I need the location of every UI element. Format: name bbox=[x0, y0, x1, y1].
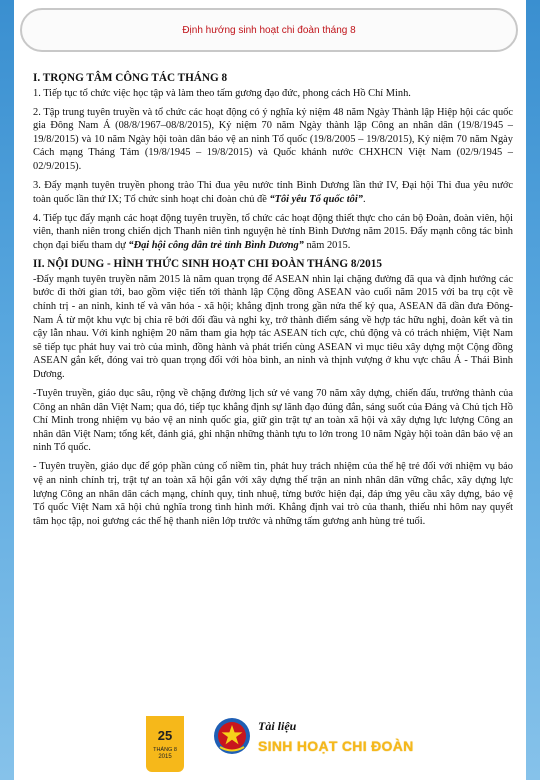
section2-title: II. NỘI DUNG - HÌNH THỨC SINH HOẠT CHI ĐOÀN THÁNG 8/2015 bbox=[33, 258, 382, 271]
item3-text: 3. Đẩy mạnh tuyên truyền phong trào Thi đua yêu nước tỉnh Bình Dương lần thứ IV, Đại hội Thi đua yêu nước toàn quốc lần thứ IX; Tổ chức sinh hoạt chi đoàn chủ đề bbox=[33, 180, 513, 205]
section1-item-1: 1. Tiếp tục tổ chức việc học tập và làm theo tấm gương đạo đức, phong cách Hồ Chí Minh. bbox=[33, 87, 411, 99]
footer-label-bottom: SINH HOẠT CHI ĐOÀN bbox=[258, 738, 414, 754]
item3-quote: “Tôi yêu Tổ quốc tôi” bbox=[269, 193, 363, 205]
section1-item-3 bbox=[33, 179, 513, 206]
footer-label-top: Tài liệu bbox=[258, 719, 297, 733]
item4-end: năm 2015. bbox=[303, 240, 351, 252]
item3-end: . bbox=[362, 193, 366, 205]
page-year: 2015 bbox=[158, 754, 172, 760]
section2-paragraph-2: -Tuyên truyền, giáo dục sâu, rộng về chặng đường lịch sử vẻ vang 70 năm xây dựng, chiến đấu, trưởng thành của Công an nhân dân Việt Nam; qua đó, tiếp tục khẳng định sự lãnh đạo đúng đắn, sáng suốt của Đảng và Chủ tịch Hồ Chí Minh trong nhiệm vụ bảo vệ an ninh quốc gia, giữ gìn trật tự an toàn xã hội và xây dựng lực lượng Công an nhân dân Việt Nam; tổng kết, đánh giá, ghi nhận những thành tựu to lớn trong 10 năm Ngày hội toàn dân bảo vệ an ninh Tổ quốc. bbox=[33, 387, 513, 454]
section1-title: I. TRỌNG TÂM CÔNG TÁC THÁNG 8 bbox=[33, 72, 228, 84]
page-header bbox=[20, 8, 518, 52]
page-number: 25 bbox=[157, 728, 173, 743]
section2-paragraph-1: -Đẩy mạnh tuyên truyền năm 2015 là năm quan trọng để ASEAN nhìn lại chặng đường đã qua và định hướng các bước đi thời gian tới, bao gồm việc tiến tới thành lập Cộng đồng ASEAN vào cuối năm 2015 với ba trụ cột về chính trị - an ninh, kinh tế và văn hóa - xã hội; khẳng định trong gần nửa thế kỷ qua, ASEAN đã dần đưa Đông-Nam Á từ một khu vực bị chia rẽ bởi đối đầu và nghi kỵ, trở thành điểm sáng về hợp tác hữu nghị, đoàn kết và tin cậy lẫn nhau. Với kinh nghiệm 20 năm tham gia hợp tác ASEAN tích cực, chủ động và có trách nhiệm, Việt Nam sẽ tiếp tục phát huy vai trò của mình, đồng hành và phát triển cùng ASEAN vì mục tiêu xây dựng một Cộng đồng ASEAN gắn kết, đóng vai trò quan trọng đối với hòa bình, an ninh và thịnh vượng ở khu vực châu Á - Thái Bình Dương. bbox=[33, 273, 513, 380]
page-number-badge bbox=[146, 716, 184, 772]
right-decor-band bbox=[526, 0, 540, 780]
left-decor-band bbox=[0, 0, 14, 780]
section1-item-2: 2. Tập trung tuyên truyền và tổ chức các hoạt động có ý nghĩa kỷ niệm 48 năm Ngày Thành lập Hiệp hội các quốc gia Đông Nam Á (08/8/1967–08/8/2015), Kỷ niệm 70 năm Ngày thành lập Công an nhân dân (19/8/1945 – 19/8/2015) và 10 năm Ngày hội toàn dân bảo vệ an ninh Tổ quốc (19/8/2005 – 19/8/2015), Kỷ niệm 70 năm Ngày Cách mạng Tháng Tám (19/8/1945 – 19/8/2015) và Quốc khánh nước CHXHCN Việt Nam (02/9/1945 – 02/9/2015). bbox=[33, 106, 513, 173]
item4-text: 4. Tiếp tục đẩy mạnh các hoạt động tuyên truyền, tổ chức các hoạt động thiết thực cho cán bộ Đoàn, đoàn viên, hội viên, thanh niên trong chiến dịch Thanh niên tình nguyện hè tỉnh Bình Dương năm 2015. Đẩy mạnh công tác bình chọn đại biểu tham dự bbox=[33, 212, 513, 252]
youth-union-emblem-icon bbox=[212, 716, 252, 761]
page-month: THÁNG 8 bbox=[153, 747, 177, 753]
section2-paragraph-3: - Tuyên truyền, giáo dục để góp phần củng cố niềm tin, phát huy trách nhiệm của thế hệ trẻ đối với nhiệm vụ bảo vệ an ninh chính trị, trật tự an toàn xã hội gắn với xây dựng thế trận an ninh nhân dân vững chắc, xây dựng lực lượng Công an nhân dân cách mạng, chính quy, tinh nhuệ, từng bước hiện đại, đáp ứng yêu cầu xây dựng, bảo vệ Tổ quốc Việt Nam xã hội chủ nghĩa trong tình hình mới. Khẳng định vai trò của thanh, thiếu nhi hôm nay quyết tâm học tập, noi gương các thế hệ thanh niên lớp trước và những tấm gương anh hùng trẻ tuổi. bbox=[33, 461, 513, 527]
item4-quote: “Đại hội công dân trẻ tỉnh Bình Dương” bbox=[128, 240, 304, 252]
header-title: Định hướng sinh hoạt chi đoàn tháng 8 bbox=[182, 24, 356, 36]
document-body bbox=[33, 72, 513, 534]
section1-item-4 bbox=[33, 212, 513, 253]
